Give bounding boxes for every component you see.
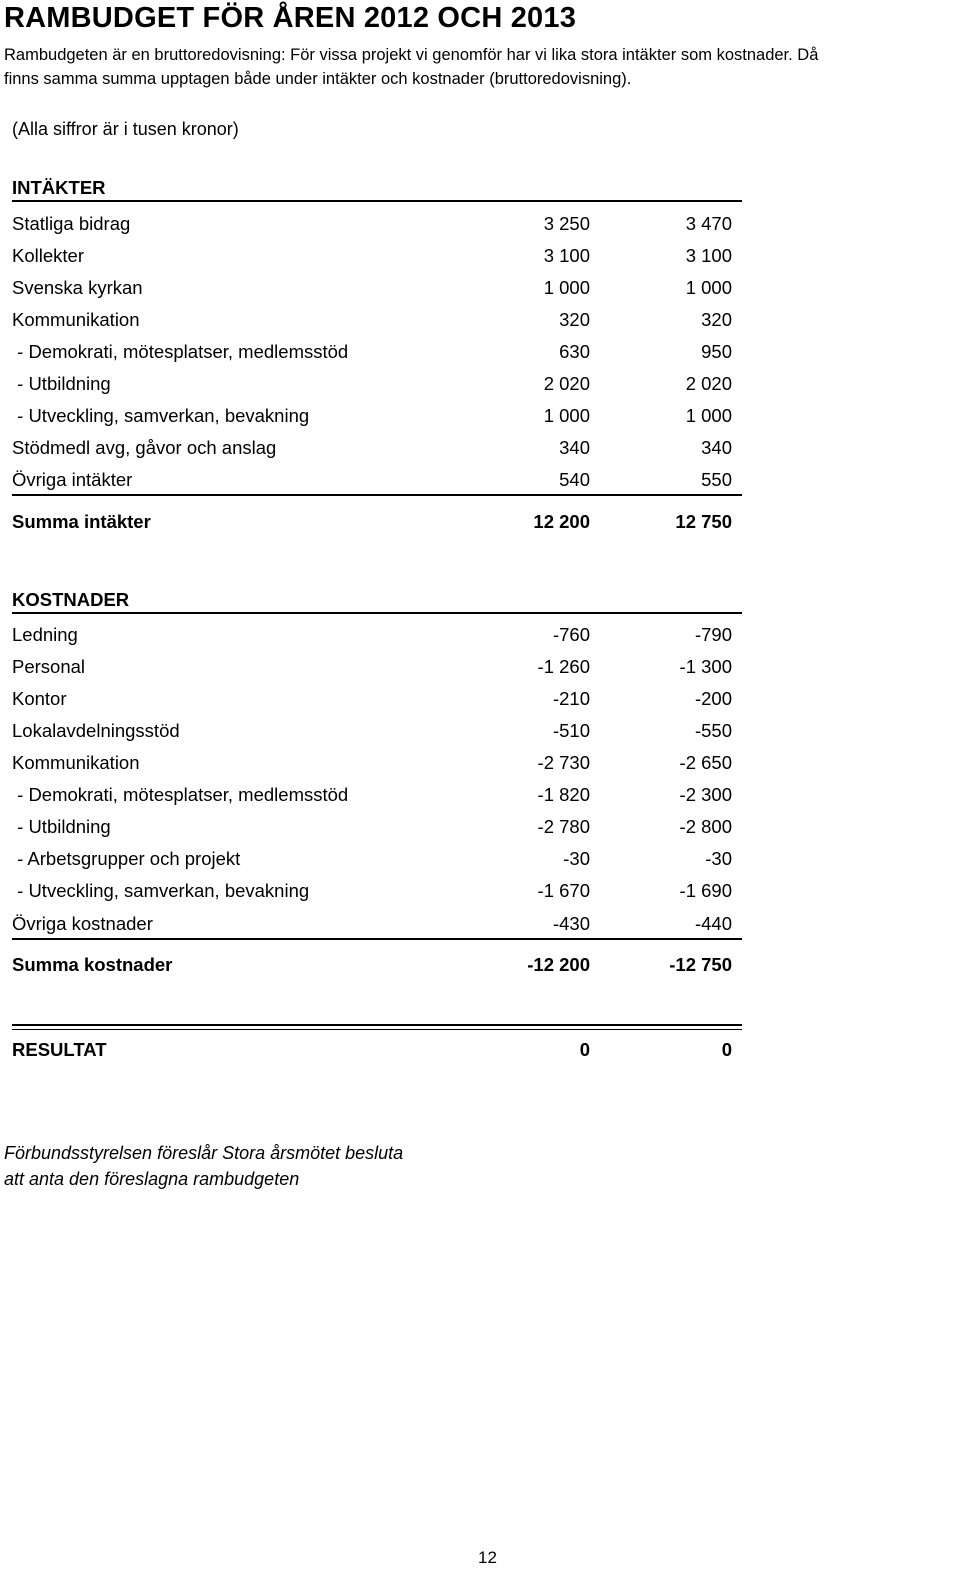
row-label: Stödmedl avg, gåvor och anslag: [12, 437, 277, 458]
cost-row: [12, 779, 742, 811]
value-2013: -200: [694, 688, 732, 709]
value-2012: 2 020: [543, 373, 590, 394]
value-2013: 320: [701, 309, 732, 330]
value-2012: -30: [563, 848, 590, 869]
income-row: [12, 400, 742, 432]
currency-note: (Alla siffror är i tusen kronor): [12, 119, 239, 139]
income-row: [12, 368, 742, 400]
board-proposal-line-2: att anta den föreslagna rambudgeten: [4, 1169, 300, 1189]
costs-heading-rule: [12, 612, 742, 614]
row-label: Kontor: [12, 688, 67, 709]
value-2013: -1 300: [679, 656, 732, 677]
cost-row: [12, 683, 742, 715]
income-heading: INTÄKTER: [12, 177, 106, 198]
income-row: [12, 336, 742, 368]
value-2012: 3 100: [543, 245, 590, 266]
value-2013: -12 750: [669, 954, 732, 975]
intro-line-1: Rambudgeten är en bruttoredovisning: För vissa projekt vi genomför har vi lika stora intäkter som kostnader. Då: [4, 46, 819, 64]
row-label: Summa kostnader: [12, 954, 173, 975]
value-2012: -210: [552, 688, 590, 709]
cost-row: [12, 619, 742, 651]
value-2013: -1 690: [679, 880, 732, 901]
value-2013: 3 100: [685, 245, 732, 266]
value-2012: -2 780: [537, 816, 590, 837]
row-label: Ledning: [12, 624, 78, 645]
cost-row: [12, 843, 742, 875]
value-2012: 630: [559, 341, 590, 362]
income-heading-rule: [12, 200, 742, 202]
value-2013: 2 020: [685, 373, 732, 394]
result-double-rule-bottom: [12, 1029, 742, 1030]
cost-row: [12, 715, 742, 747]
board-proposal-line-1: Förbundsstyrelsen föreslår Stora årsmötet besluta: [4, 1143, 404, 1163]
value-2013: -790: [694, 624, 732, 645]
income-total-rule: [12, 494, 742, 496]
row-label: Lokalavdelningsstöd: [12, 720, 180, 741]
row-label: Statliga bidrag: [12, 213, 131, 234]
costs-heading: KOSTNADER: [12, 589, 130, 610]
row-label: Svenska kyrkan: [12, 277, 143, 298]
cost-row: [12, 651, 742, 683]
value-2013: 1 000: [685, 277, 732, 298]
cost-row: [12, 811, 742, 843]
value-2012: 540: [559, 469, 590, 490]
income-row: [12, 432, 742, 464]
value-2012: -760: [552, 624, 590, 645]
value-2013: 0: [721, 1039, 732, 1060]
value-2012: -12 200: [527, 954, 590, 975]
value-2012: -1 260: [537, 656, 590, 677]
value-2012: 0: [579, 1039, 590, 1060]
row-label: Kommunikation: [12, 309, 140, 330]
budget-table: [12, 0, 742, 1100]
result-row: [12, 1034, 742, 1066]
costs-total-row: [12, 949, 742, 981]
row-label: RESULTAT: [12, 1039, 107, 1060]
value-2012: 3 250: [543, 213, 590, 234]
page-number: 12: [478, 1548, 497, 1567]
income-total-row: [12, 506, 742, 538]
row-label: - Utbildning: [12, 816, 111, 837]
intro-line-2: finns samma summa upptagen både under intäkter och kostnader (bruttoredovisning).: [4, 70, 632, 88]
value-2013: -2 800: [679, 816, 732, 837]
value-2013: -440: [694, 913, 732, 934]
value-2013: 12 750: [675, 511, 732, 532]
result-double-rule-top: [12, 1024, 742, 1026]
value-2013: -550: [694, 720, 732, 741]
value-2013: 1 000: [685, 405, 732, 426]
value-2012: 340: [559, 437, 590, 458]
cost-row: [12, 875, 742, 907]
value-2012: -1 670: [537, 880, 590, 901]
income-row: [12, 240, 742, 272]
value-2013: 950: [701, 341, 732, 362]
cost-row: [12, 908, 742, 940]
value-2012: -2 730: [537, 752, 590, 773]
value-2013: -2 650: [679, 752, 732, 773]
value-2013: 340: [701, 437, 732, 458]
row-label: Övriga intäkter: [12, 469, 133, 490]
row-label: Summa intäkter: [12, 511, 151, 532]
row-label: - Utveckling, samverkan, bevakning: [12, 405, 310, 426]
value-2013: 3 470: [685, 213, 732, 234]
row-label: - Demokrati, mötesplatser, medlemsstöd: [12, 341, 349, 362]
row-label: - Arbetsgrupper och projekt: [12, 848, 241, 869]
row-label: Kommunikation: [12, 752, 140, 773]
income-row: [12, 272, 742, 304]
row-label: Personal: [12, 656, 86, 677]
value-2012: -1 820: [537, 784, 590, 805]
row-label: - Utbildning: [12, 373, 111, 394]
row-label: Kollekter: [12, 245, 84, 266]
income-row: [12, 304, 742, 336]
value-2012: -510: [552, 720, 590, 741]
income-row: [12, 464, 742, 496]
value-2012: 12 200: [533, 511, 590, 532]
value-2013: -30: [705, 848, 732, 869]
value-2013: -2 300: [679, 784, 732, 805]
value-2012: -430: [552, 913, 590, 934]
cost-row: [12, 747, 742, 779]
value-2013: 550: [701, 469, 732, 490]
board-proposal: [4, 1140, 403, 1192]
row-label: - Demokrati, mötesplatser, medlemsstöd: [12, 784, 349, 805]
value-2012: 320: [559, 309, 590, 330]
row-label: - Utveckling, samverkan, bevakning: [12, 880, 310, 901]
costs-total-rule: [12, 938, 742, 940]
row-label: Övriga kostnader: [12, 913, 153, 934]
value-2012: 1 000: [543, 405, 590, 426]
income-row: [12, 208, 742, 240]
page-title: RAMBUDGET FÖR ÅREN 2012 OCH 2013: [4, 2, 577, 34]
value-2012: 1 000: [543, 277, 590, 298]
